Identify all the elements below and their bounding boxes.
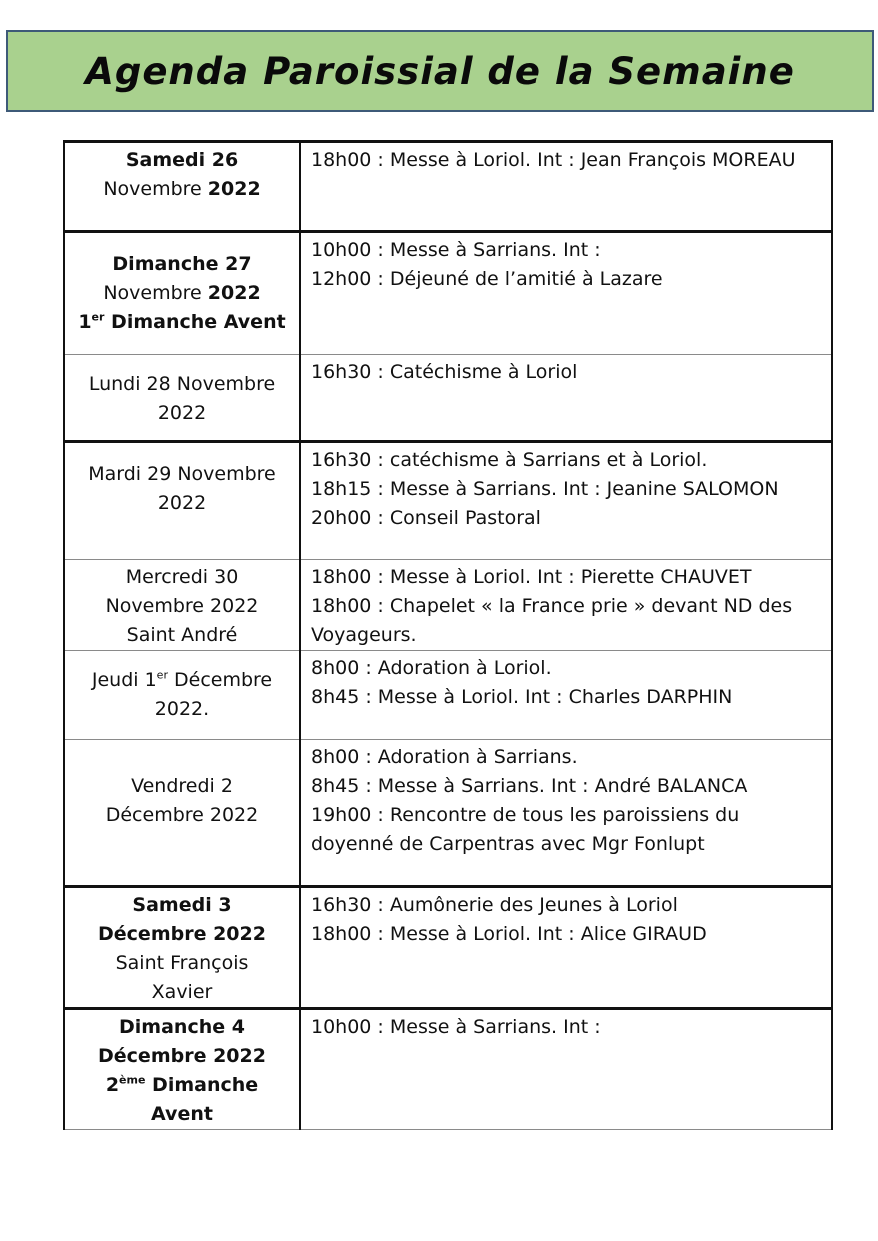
day-cell bbox=[64, 442, 300, 560]
events-cell bbox=[300, 651, 832, 740]
day-year: 2022. bbox=[154, 698, 210, 720]
liturgical-note bbox=[71, 308, 293, 337]
event-line: 18h00 : Chapelet « la France prie » devant ND des Voyageurs. bbox=[311, 595, 793, 646]
ordinal-suffix: er bbox=[91, 310, 105, 324]
ordinal-suffix: ème bbox=[119, 1073, 146, 1087]
event-line: 16h30 : catéchisme à Sarrians et à Loriol. bbox=[311, 449, 708, 471]
table-row bbox=[64, 355, 832, 442]
day-date: Décembre 2022 bbox=[98, 1045, 266, 1067]
events-cell bbox=[300, 1009, 832, 1130]
events-cell bbox=[300, 442, 832, 560]
day-date bbox=[71, 175, 293, 204]
events-cell bbox=[300, 560, 832, 651]
liturgical-ordinal: 2 bbox=[105, 1074, 120, 1096]
event-line: 18h00 : Messe à Loriol. Int : Pierette CHAUVET bbox=[311, 566, 752, 588]
liturgical-text: Dimanche bbox=[145, 1074, 259, 1096]
day-cell bbox=[64, 887, 300, 1009]
event-line: 20h00 : Conseil Pastoral bbox=[311, 507, 541, 529]
events-cell bbox=[300, 355, 832, 442]
day-cell bbox=[64, 651, 300, 740]
event-line: 18h00 : Messe à Loriol. Int : Alice GIRAUD bbox=[311, 923, 707, 945]
day-month: Novembre bbox=[103, 282, 208, 304]
day-year: 2022 bbox=[207, 178, 261, 200]
saint-name: Saint André bbox=[126, 624, 238, 646]
day-cell bbox=[64, 232, 300, 355]
events-cell bbox=[300, 887, 832, 1009]
day-label: Lundi 28 Novembre bbox=[88, 373, 276, 395]
table-row bbox=[64, 1009, 832, 1130]
day-cell bbox=[64, 142, 300, 232]
events-cell bbox=[300, 740, 832, 887]
day-label: Mercredi 30 bbox=[125, 566, 239, 588]
day-date: Décembre 2022 bbox=[98, 923, 266, 945]
event-line: 10h00 : Messe à Sarrians. Int : bbox=[311, 1016, 601, 1038]
day-label bbox=[71, 666, 293, 695]
day-month: Décembre bbox=[167, 669, 273, 691]
table-row bbox=[64, 740, 832, 887]
event-line: 10h00 : Messe à Sarrians. Int : bbox=[311, 239, 601, 261]
table-row bbox=[64, 560, 832, 651]
event-line: 18h15 : Messe à Sarrians. Int : Jeanine SALOMON bbox=[311, 478, 779, 500]
event-line: 19h00 : Rencontre de tous les paroissiens du doyenné de Carpentras avec Mgr Fonlupt bbox=[311, 804, 740, 855]
day-label: Samedi 3 bbox=[132, 894, 232, 916]
day-year: 2022 bbox=[157, 492, 207, 514]
day-cell bbox=[64, 740, 300, 887]
day-year: 2022 bbox=[207, 282, 261, 304]
day-label: Samedi 26 bbox=[125, 149, 239, 171]
events-cell bbox=[300, 232, 832, 355]
day-month: Novembre bbox=[103, 178, 208, 200]
events-cell bbox=[300, 142, 832, 232]
event-line: 8h00 : Adoration à Loriol. bbox=[311, 657, 552, 679]
event-line: 8h45 : Messe à Loriol. Int : Charles DARPHIN bbox=[311, 686, 733, 708]
day-cell bbox=[64, 560, 300, 651]
day-label: Vendredi 2 bbox=[131, 775, 233, 797]
day-label: Dimanche 27 bbox=[112, 253, 252, 275]
saint-name: Saint François Xavier bbox=[115, 952, 249, 1003]
day-date bbox=[71, 279, 293, 308]
page-title: Agenda Paroissial de la Semaine bbox=[85, 49, 795, 93]
ordinal-suffix: er bbox=[156, 668, 168, 682]
liturgical-ordinal: 1 bbox=[78, 311, 92, 333]
liturgical-note bbox=[71, 1071, 293, 1100]
event-line: 8h00 : Adoration à Sarrians. bbox=[311, 746, 578, 768]
event-line: 16h30 : Aumônerie des Jeunes à Loriol bbox=[311, 894, 678, 916]
agenda-table bbox=[63, 140, 833, 1130]
table-row bbox=[64, 887, 832, 1009]
day-label: Mardi 29 Novembre bbox=[88, 463, 276, 485]
day-label: Dimanche 4 bbox=[119, 1016, 245, 1038]
liturgical-note-cont: Avent bbox=[151, 1103, 213, 1125]
event-line: 8h45 : Messe à Sarrians. Int : André BALANCA bbox=[311, 775, 748, 797]
day-cell bbox=[64, 355, 300, 442]
table-row bbox=[64, 142, 832, 232]
day-date: Novembre 2022 bbox=[105, 595, 259, 617]
event-line: 16h30 : Catéchisme à Loriol bbox=[311, 361, 578, 383]
event-line: 12h00 : Déjeuné de l’amitié à Lazare bbox=[311, 268, 663, 290]
title-banner bbox=[6, 30, 874, 112]
table-row bbox=[64, 232, 832, 355]
liturgical-text: Dimanche Avent bbox=[104, 311, 286, 333]
table-row bbox=[64, 651, 832, 740]
day-cell bbox=[64, 1009, 300, 1130]
event-line: 18h00 : Messe à Loriol. Int : Jean François MOREAU bbox=[311, 149, 796, 171]
day-name: Jeudi 1 bbox=[91, 669, 157, 691]
day-date: Décembre 2022 bbox=[105, 804, 259, 826]
table-row bbox=[64, 442, 832, 560]
day-year: 2022 bbox=[157, 402, 207, 424]
